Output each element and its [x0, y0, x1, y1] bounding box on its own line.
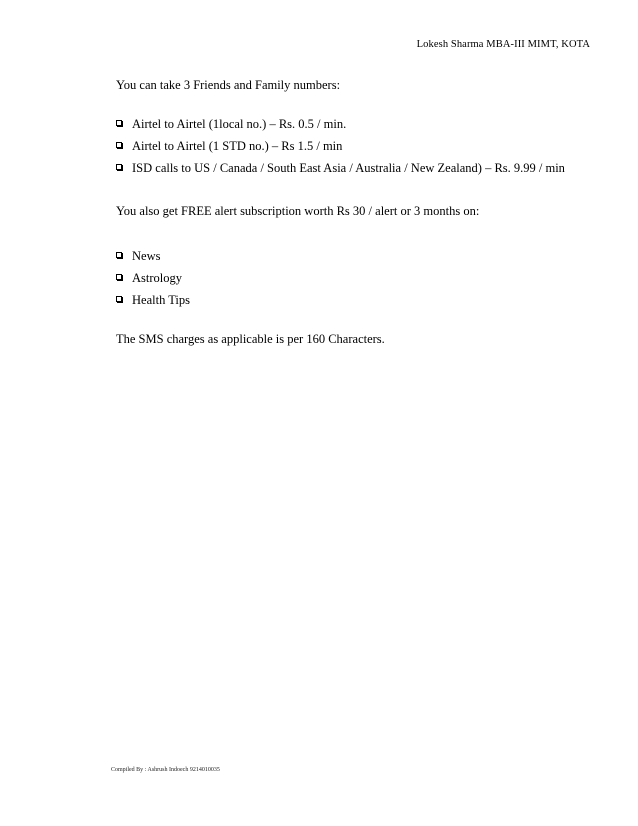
page-header: Lokesh Sharma MBA-III MIMT, KOTA	[416, 39, 590, 50]
square-bullet-icon	[116, 274, 122, 280]
square-bullet-icon	[116, 164, 122, 170]
square-bullet-icon	[116, 120, 122, 126]
list-item	[116, 292, 190, 314]
friends-family-intro: You can take 3 Friends and Family numbers:	[116, 78, 341, 92]
list-item	[116, 116, 565, 138]
square-bullet-icon	[116, 296, 122, 302]
list-item	[116, 248, 190, 270]
square-bullet-icon	[116, 142, 122, 148]
list-item-text: Airtel to Airtel (1 STD no.) – Rs 1.5 / min	[132, 139, 343, 153]
list-item-text: News	[132, 249, 161, 263]
sms-charges-note: The SMS charges as applicable is per 160 Characters.	[116, 332, 385, 346]
friends-family-list	[116, 116, 565, 182]
square-bullet-icon	[116, 252, 122, 258]
page-footer: Compiled By : Ashrush Indoech 9214010035	[111, 767, 220, 773]
list-item-text: ISD calls to US / Canada / South East Asia / Australia / New Zealand) – Rs. 9.99 / min	[132, 161, 565, 175]
list-item	[116, 138, 565, 160]
alert-subscription-list	[116, 248, 190, 314]
list-item-text: Airtel to Airtel (1local no.) – Rs. 0.5 / min.	[132, 117, 347, 131]
alert-subscription-intro: You also get FREE alert subscription worth Rs 30 / alert or 3 months on:	[116, 204, 480, 218]
list-item-text: Health Tips	[132, 293, 191, 307]
list-item-text: Astrology	[132, 271, 182, 285]
list-item	[116, 160, 565, 182]
list-item	[116, 270, 190, 292]
